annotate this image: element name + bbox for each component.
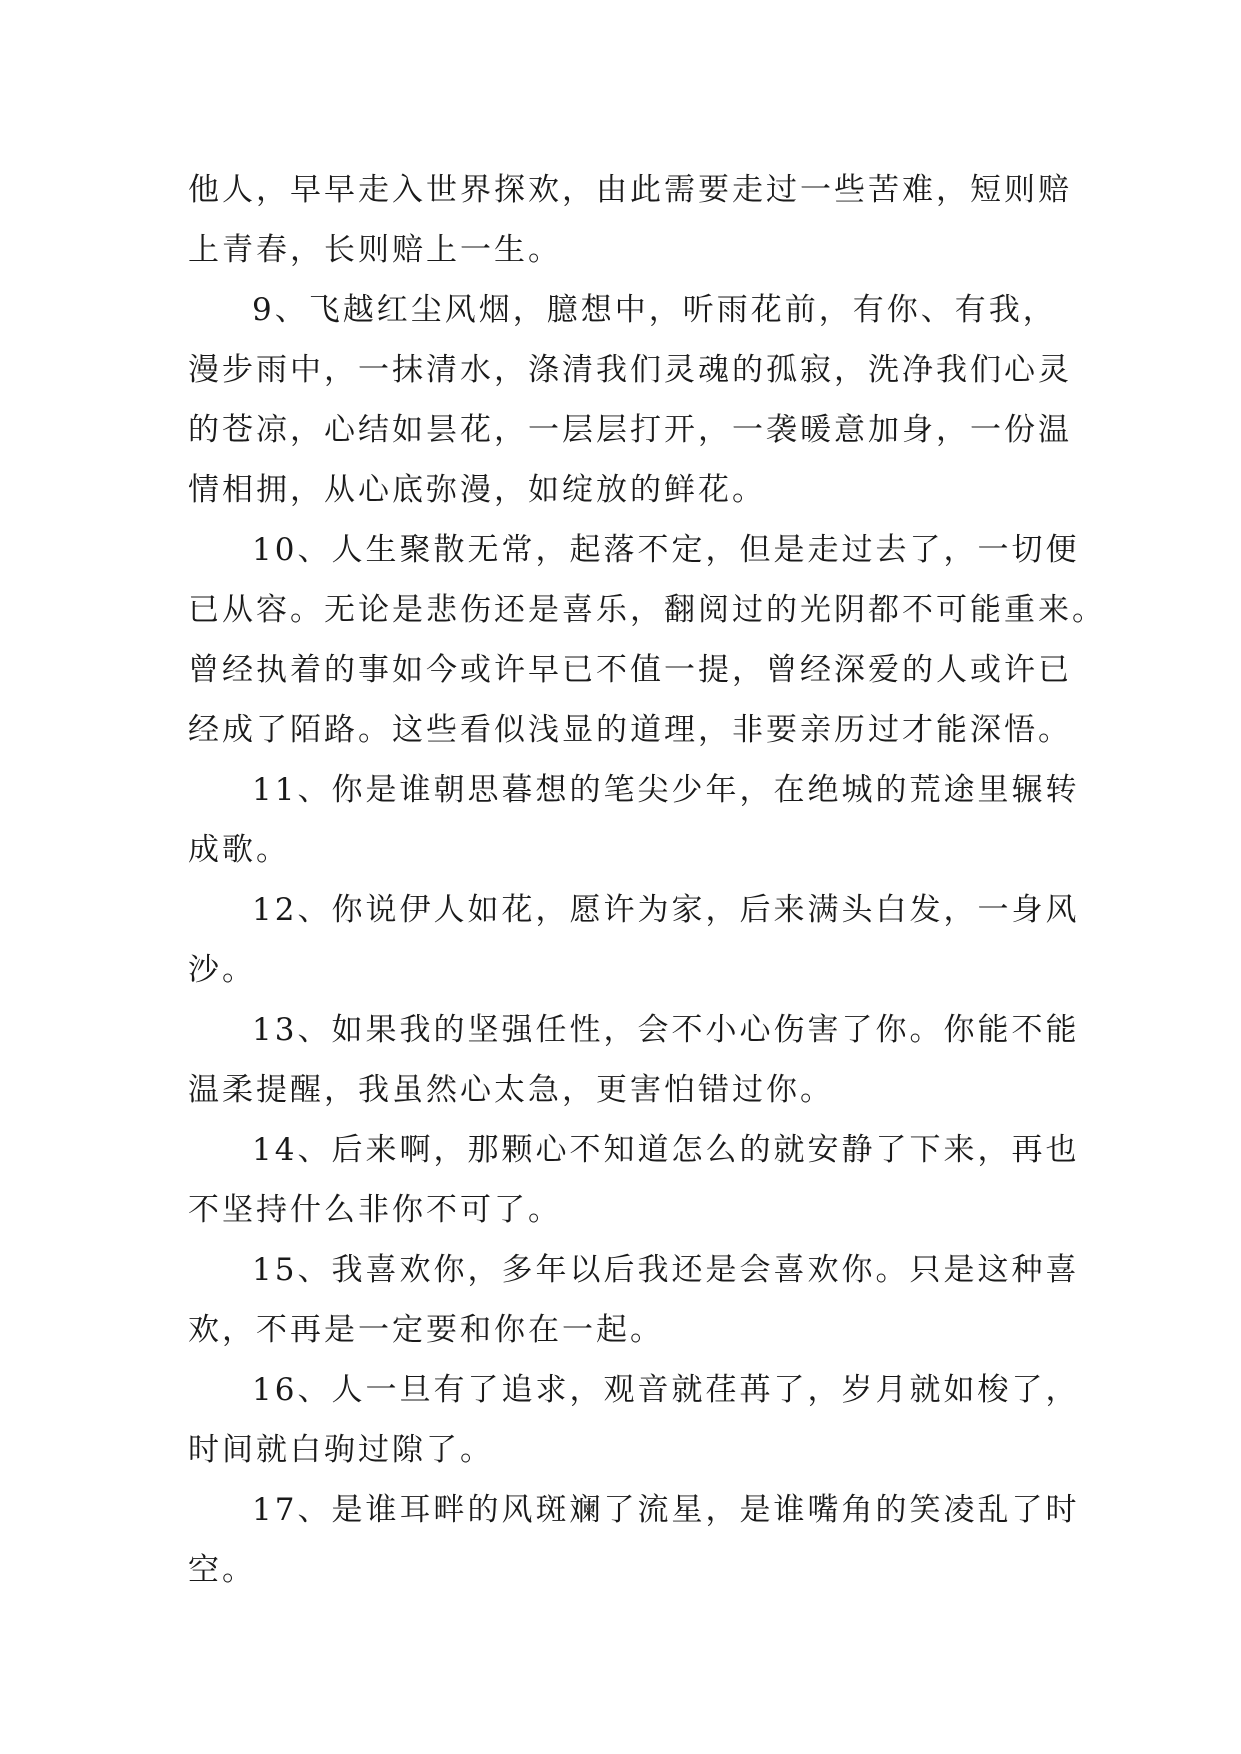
text-line: 他人，早早走入世界探欢，由此需要走过一些苦难，短则赔 — [188, 172, 1072, 208]
text-line: 上青春，长则赔上一生。 — [188, 232, 562, 268]
text-line: 空。 — [188, 1552, 256, 1588]
text-line: 沙。 — [188, 952, 256, 988]
text-line: 17、是谁耳畔的风斑斓了流星，是谁嘴角的笑凌乱了时 — [252, 1492, 1080, 1528]
text-line: 漫步雨中，一抹清水，涤清我们灵魂的孤寂，洗净我们心灵 — [188, 352, 1072, 388]
text-line: 欢，不再是一定要和你在一起。 — [188, 1312, 664, 1348]
body-text — [188, 160, 1106, 1600]
text-line: 13、如果我的坚强任性，会不小心伤害了你。你能不能 — [252, 1012, 1080, 1048]
text-line: 10、人生聚散无常，起落不定，但是走过去了，一切便 — [252, 532, 1080, 568]
text-line: 12、你说伊人如花，愿许为家，后来满头白发，一身风 — [252, 892, 1080, 928]
text-line: 11、你是谁朝思暮想的笔尖少年，在绝城的荒途里辗转 — [252, 772, 1080, 808]
text-line: 的苍凉，心结如昙花，一层层打开，一袭暖意加身，一份温 — [188, 412, 1072, 448]
text-line: 15、我喜欢你，多年以后我还是会喜欢你。只是这种喜 — [252, 1252, 1080, 1288]
text-line: 已从容。无论是悲伤还是喜乐，翻阅过的光阴都不可能重来。 — [188, 592, 1106, 628]
text-line: 16、人一旦有了追求，观音就荏苒了，岁月就如梭了， — [252, 1372, 1080, 1408]
text-line: 温柔提醒，我虽然心太急，更害怕错过你。 — [188, 1072, 834, 1108]
text-line: 曾经执着的事如今或许早已不值一提，曾经深爱的人或许已 — [188, 652, 1072, 688]
text-line: 9、飞越红尘风烟，臆想中，听雨花前，有你、有我， — [252, 292, 1057, 328]
text-line: 时间就白驹过隙了。 — [188, 1432, 494, 1468]
text-line: 经成了陌路。这些看似浅显的道理，非要亲历过才能深悟。 — [188, 712, 1072, 748]
text-line: 14、后来啊，那颗心不知道怎么的就安静了下来，再也 — [252, 1132, 1080, 1168]
text-line: 不坚持什么非你不可了。 — [188, 1192, 562, 1228]
text-line: 成歌。 — [188, 832, 290, 868]
text-line: 情相拥，从心底弥漫，如绽放的鲜花。 — [188, 472, 766, 508]
